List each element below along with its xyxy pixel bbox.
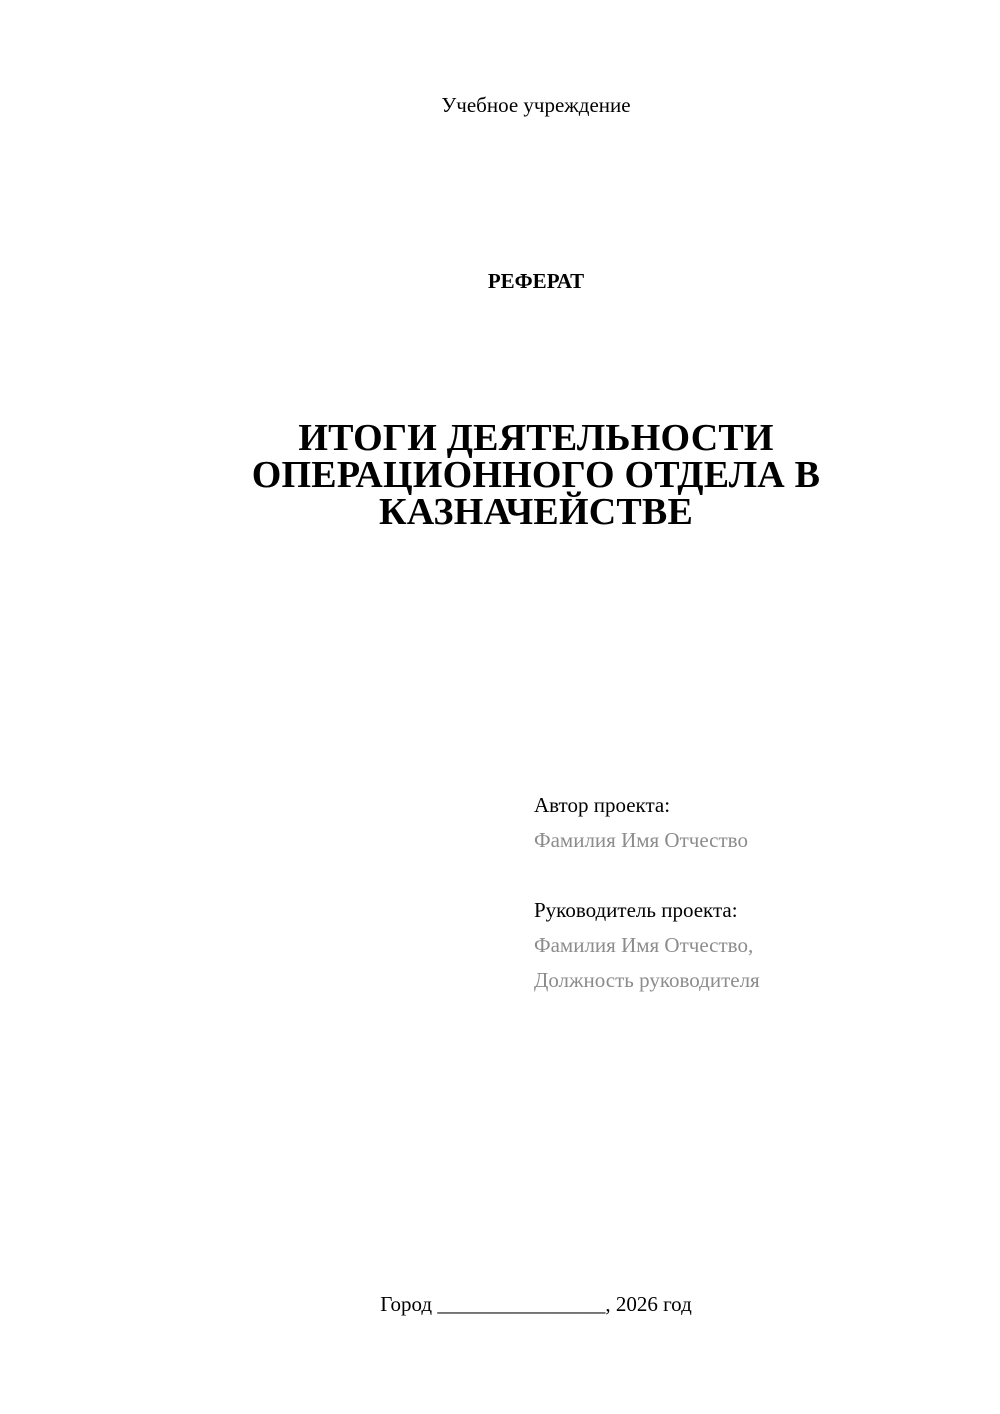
supervisor-name-placeholder: Фамилия Имя Отчество, (534, 933, 754, 957)
title-line-3: КАЗНАЧЕЙСТВЕ (378, 491, 693, 533)
document-type: РЕФЕРАТ (487, 269, 585, 293)
supervisor-label: Руководитель проекта: (534, 898, 738, 922)
project-info-block (534, 788, 760, 998)
spacer (534, 858, 760, 893)
document-title (220, 417, 852, 533)
city-year-line (0, 1290, 1000, 1318)
city-blank: ________________ (437, 1292, 606, 1316)
supervisor-position-placeholder: Должность руководителя (534, 968, 760, 992)
author-label: Автор проекта: (534, 793, 671, 817)
institution-name: Учебное учреждение (441, 93, 631, 117)
author-name-placeholder: Фамилия Имя Отчество (534, 828, 748, 852)
title-line-1: ИТОГИ ДЕЯТЕЛЬНОСТИ (298, 417, 774, 459)
title-line-2: ОПЕРАЦИОННОГО ОТДЕЛА В (251, 454, 821, 496)
year-text: , 2026 год (605, 1292, 692, 1316)
city-label: Город (380, 1292, 433, 1316)
